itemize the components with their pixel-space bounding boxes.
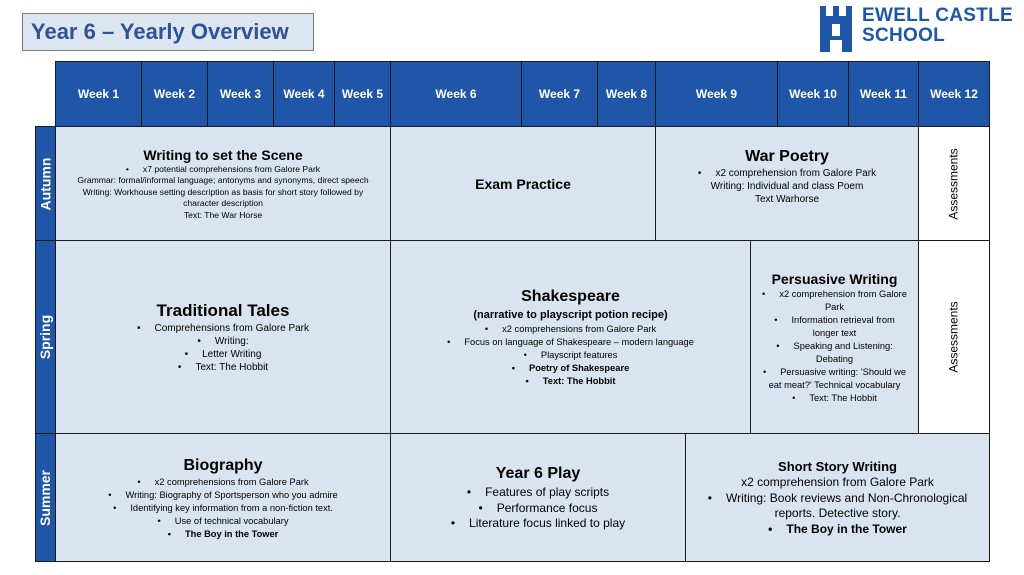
summer-short-bullet-2: • The Boy in the Tower [768, 522, 907, 538]
week-12-header: Week 12 [918, 61, 990, 127]
week-7-header: Week 7 [521, 61, 598, 127]
page-title-box [22, 13, 314, 51]
week-11-header: Week 11 [848, 61, 919, 127]
spring-shakespeare-item-4: • Poetry of Shakespeare [512, 362, 630, 375]
spring-shakespeare-item-1: • x2 comprehensions from Galore Park [485, 323, 656, 336]
autumn-war-title: War Poetry [745, 148, 829, 165]
castle-icon [818, 2, 858, 54]
spring-tales-item-4: • Text: The Hobbit [178, 361, 268, 374]
summer-biography-item-5: • The Boy in the Tower [168, 528, 279, 541]
spring-assessments-cell [918, 240, 990, 434]
week-4-header: Week 4 [273, 61, 335, 127]
summer-biography-item-4: • Use of technical vocabulary [158, 515, 289, 528]
term-summer-label: Summer [37, 469, 54, 526]
autumn-writing-line-3: character description [183, 198, 263, 209]
autumn-exam-cell [390, 126, 656, 241]
summer-biography-title: Biography [183, 456, 263, 474]
autumn-writing-title: Writing to set the Scene [143, 146, 303, 163]
spring-shakespeare-item-5: • Text: The Hobbit [526, 375, 616, 388]
spring-persuasive-item-1: • x2 comprehension from Galore Park [761, 288, 908, 314]
summer-biography-cell [55, 433, 391, 562]
week-3-header: Week 3 [207, 61, 274, 127]
week-8-header: Week 8 [597, 61, 656, 127]
autumn-war-line-2: Text Warhorse [754, 194, 820, 205]
spring-persuasive-cell [750, 240, 919, 434]
spring-tales-item-2: • Writing: [197, 335, 248, 348]
term-autumn-label: Autumn [37, 157, 54, 210]
summer-play-item-1: • Features of play scripts [467, 485, 609, 501]
spring-tales-item-3: • Letter Writing [185, 348, 262, 361]
term-spring-label: Spring [37, 314, 54, 360]
spring-persuasive-title: Persuasive Writing [771, 270, 898, 287]
autumn-exam-title: Exam Practice [475, 175, 571, 192]
summer-short-line-1: x2 comprehension from Galore Park [741, 475, 934, 489]
term-summer [35, 433, 56, 562]
summer-short-title: Short Story Writing [778, 459, 897, 474]
week-9-header: Week 9 [655, 61, 778, 127]
spring-shakespeare-item-3: • Playscript features [524, 349, 618, 362]
spring-shakespeare-title: Shakespeare [521, 287, 620, 305]
summer-play-title: Year 6 Play [495, 465, 581, 483]
spring-tales-item-1: • Comprehensions from Galore Park [137, 322, 309, 335]
spring-shakespeare-subtitle: (narrative to playscript potion recipe) [473, 308, 668, 321]
term-autumn [35, 126, 56, 241]
autumn-writing-line-1: Grammar: formal/informal language; antonyms and synonyms, direct speech [77, 175, 369, 186]
spring-assessments-label: Assessments [947, 301, 962, 373]
spring-persuasive-item-5: • Text: The Hobbit [792, 392, 877, 405]
week-5-header: Week 5 [334, 61, 391, 127]
autumn-war-cell [655, 126, 919, 241]
summer-play-item-2: • Performance focus [479, 501, 598, 517]
corner-blank [35, 61, 56, 127]
spring-persuasive-item-4: • Persuasive writing: 'Should we eat meat?' Technical vocabulary [761, 366, 908, 392]
autumn-assessments-label: Assessments [947, 147, 962, 220]
spring-persuasive-item-2: • Information retrieval from longer text [761, 314, 908, 340]
summer-biography-item-2: • Writing: Biography of Sportsperson who you admire [108, 489, 337, 502]
summer-play-cell [390, 433, 686, 562]
summer-biography-item-3: • Identifying key information from a non-fiction text. [113, 502, 333, 515]
autumn-writing-cell [55, 126, 391, 241]
spring-tales-cell [55, 240, 391, 434]
autumn-assessments-cell [918, 126, 990, 241]
summer-short-cell [685, 433, 990, 562]
spring-shakespeare-item-2: • Focus on language of Shakespeare – modern language [447, 336, 694, 349]
summer-play-item-3: • Literature focus linked to play [451, 516, 625, 532]
spring-shakespeare-cell [390, 240, 751, 434]
week-2-header: Week 2 [141, 61, 208, 127]
spring-persuasive-item-3: • Speaking and Listening: Debating [761, 340, 908, 366]
week-10-header: Week 10 [777, 61, 849, 127]
autumn-writing-bullet: • x7 potential comprehensions from Galore Park [126, 164, 320, 176]
spring-tales-title: Traditional Tales [156, 301, 290, 320]
week-6-header: Week 6 [390, 61, 522, 127]
autumn-war-bullet: • x2 comprehension from Galore Park [698, 167, 876, 180]
summer-short-bullet-1: • Writing: Book reviews and Non-Chronological reports. Detective story. [698, 491, 977, 522]
autumn-war-line-1: Writing: Individual and class Poem [710, 181, 864, 192]
school-logo [818, 2, 1018, 54]
summer-biography-item-1: • x2 comprehensions from Galore Park [137, 476, 308, 489]
logo-line-2: SCHOOL [862, 25, 946, 46]
autumn-writing-line-2: Writing: Workhouse setting description as basis for short story followed by [82, 186, 364, 197]
logo-text [862, 6, 1013, 46]
autumn-writing-line-4: Text: The War Horse [183, 209, 263, 220]
page-title: Year 6 – Yearly Overview [31, 19, 289, 44]
week-1-header: Week 1 [55, 61, 142, 127]
logo-line-1: EWELL CASTLE [862, 5, 1014, 26]
term-spring [35, 240, 56, 434]
